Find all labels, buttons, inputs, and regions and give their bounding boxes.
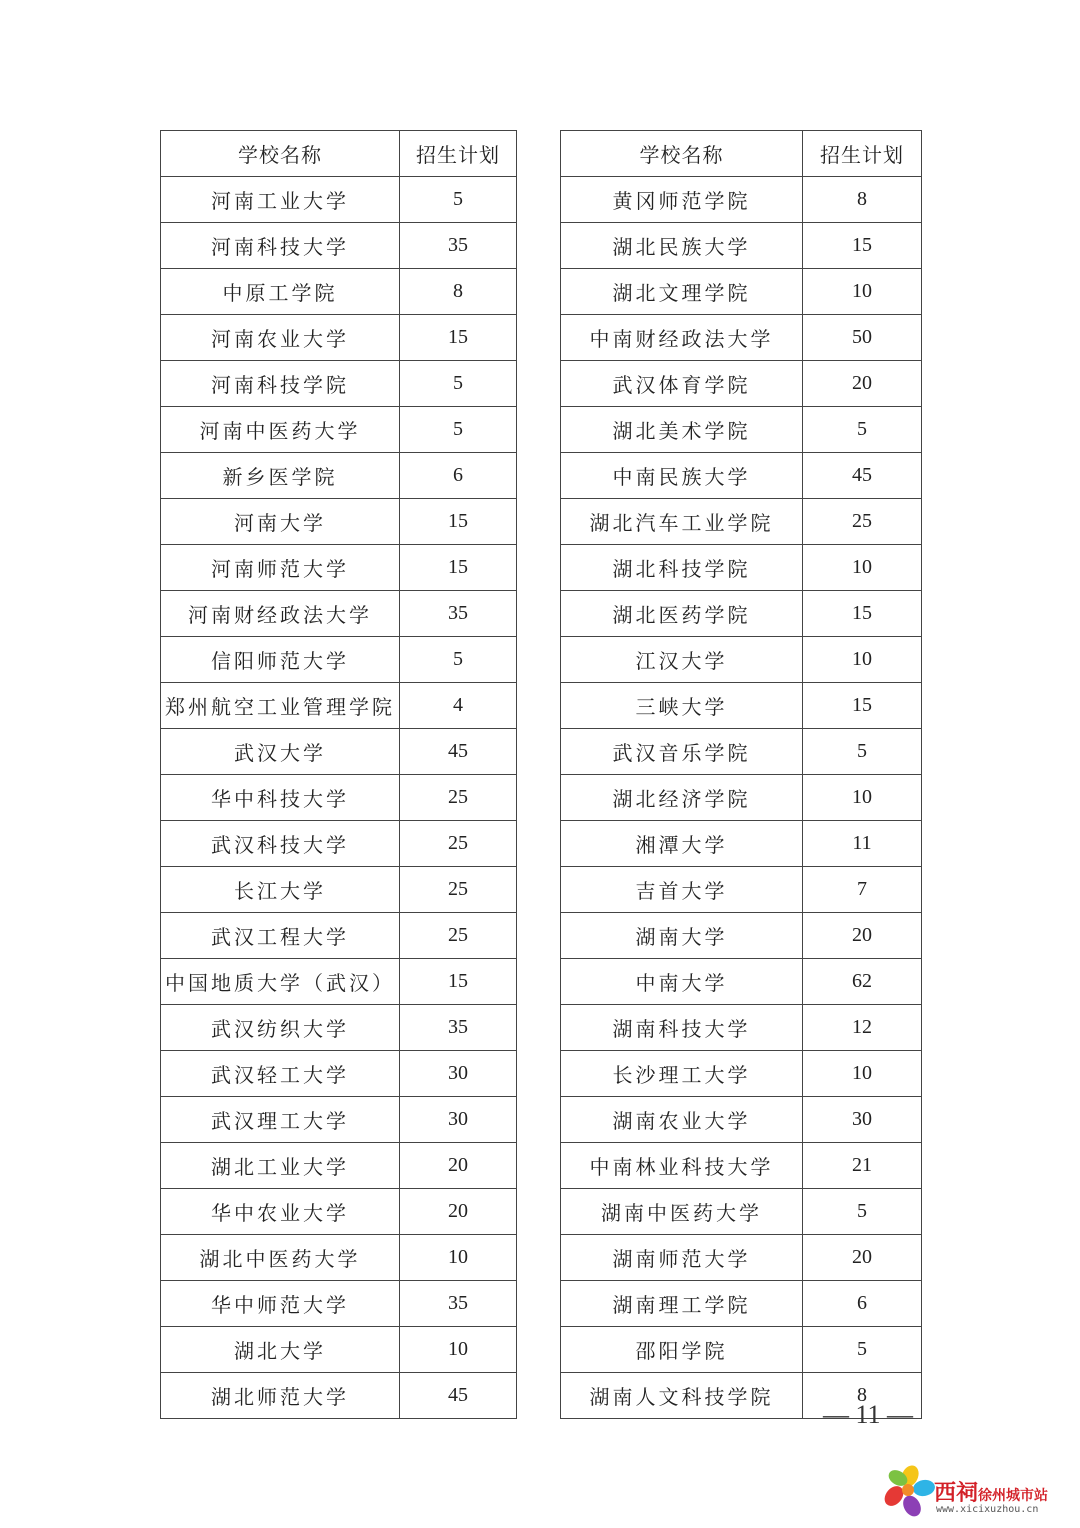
school-name-cell: 武汉科技大学 [161,821,400,867]
table-row [161,1143,517,1189]
table-row [561,1097,922,1143]
school-name-cell: 湖南中医药大学 [561,1189,803,1235]
school-name-cell: 湖南科技大学 [561,1005,803,1051]
school-name-cell: 河南工业大学 [161,177,400,223]
enrollment-count-cell: 10 [803,775,922,821]
enrollment-count-cell: 20 [803,361,922,407]
table-row [161,775,517,821]
school-name-cell: 中南财经政法大学 [561,315,803,361]
school-name-cell: 中原工学院 [161,269,400,315]
school-name-cell: 湖南理工学院 [561,1281,803,1327]
table-row [561,1281,922,1327]
enrollment-count-cell: 30 [803,1097,922,1143]
table-row [161,545,517,591]
table-row [161,683,517,729]
school-name-cell: 河南师范大学 [161,545,400,591]
table-row [561,407,922,453]
enrollment-count-cell: 35 [400,223,517,269]
school-name-cell: 湖南农业大学 [561,1097,803,1143]
school-name-cell: 湘潭大学 [561,821,803,867]
table-row [561,775,922,821]
school-name-cell: 黄冈师范学院 [561,177,803,223]
enrollment-count-cell: 5 [803,407,922,453]
enrollment-count-cell: 45 [803,453,922,499]
school-name-cell: 湖北民族大学 [561,223,803,269]
table-header-row [561,131,922,177]
table-row [561,453,922,499]
enrollment-count-cell: 6 [400,453,517,499]
school-name-cell: 郑州航空工业管理学院 [161,683,400,729]
enrollment-count-cell: 15 [400,315,517,361]
table-row [161,223,517,269]
enrollment-count-cell: 5 [803,1189,922,1235]
school-name-cell: 湖北美术学院 [561,407,803,453]
school-name-cell: 河南财经政法大学 [161,591,400,637]
enrollment-count-cell: 21 [803,1143,922,1189]
school-name-cell: 湖北中医药大学 [161,1235,400,1281]
enrollment-count-cell: 5 [400,407,517,453]
enrollment-count-cell: 10 [803,269,922,315]
table-row [561,545,922,591]
table-row [161,1097,517,1143]
school-name-cell: 湖北师范大学 [161,1373,400,1419]
school-name-cell: 河南科技学院 [161,361,400,407]
table-row [161,821,517,867]
table-row [161,177,517,223]
table-row [561,1189,922,1235]
enrollment-count-cell: 30 [400,1051,517,1097]
enrollment-table-left [160,130,517,1419]
page-number: — 11 — [822,1400,914,1429]
table-body [161,177,517,1419]
enrollment-count-cell: 10 [803,545,922,591]
school-name-cell: 华中农业大学 [161,1189,400,1235]
enrollment-count-cell: 5 [803,729,922,775]
school-name-cell: 武汉大学 [161,729,400,775]
table-row [561,729,922,775]
watermark-url: www.xicixuzhou.cn [936,1504,1039,1515]
school-name-cell: 长沙理工大学 [561,1051,803,1097]
enrollment-count-cell: 5 [400,637,517,683]
school-name-cell: 湖北工业大学 [161,1143,400,1189]
school-name-cell: 湖北科技学院 [561,545,803,591]
table-row [561,1143,922,1189]
table-row [161,913,517,959]
school-name-cell: 湖北医药学院 [561,591,803,637]
table-row [161,269,517,315]
enrollment-count-cell: 5 [803,1327,922,1373]
table-row [161,959,517,1005]
header-enrollment-plan: 招生计划 [400,131,517,177]
header-school-name: 学校名称 [161,131,400,177]
school-name-cell: 武汉纺织大学 [161,1005,400,1051]
school-name-cell: 武汉理工大学 [161,1097,400,1143]
table-row [561,867,922,913]
school-name-cell: 湖北经济学院 [561,775,803,821]
table-row [561,637,922,683]
enrollment-count-cell: 30 [400,1097,517,1143]
enrollment-count-cell: 5 [400,177,517,223]
table-row [161,1189,517,1235]
school-name-cell: 中国地质大学（武汉） [161,959,400,1005]
enrollment-count-cell: 8 [803,177,922,223]
enrollment-count-cell: 15 [400,545,517,591]
table-row [161,1373,517,1419]
table-row [161,591,517,637]
watermark-site-name: 徐州城市站 [978,1488,1049,1504]
enrollment-count-cell: 50 [803,315,922,361]
enrollment-count-cell: 10 [400,1235,517,1281]
enrollment-count-cell: 35 [400,1281,517,1327]
enrollment-count-cell: 15 [400,499,517,545]
enrollment-count-cell: 8 [803,1373,922,1419]
enrollment-count-cell: 10 [803,637,922,683]
school-name-cell: 吉首大学 [561,867,803,913]
school-name-cell: 新乡医学院 [161,453,400,499]
school-name-cell: 湖北文理学院 [561,269,803,315]
table-header-row [161,131,517,177]
enrollment-table-right [560,130,922,1419]
enrollment-count-cell: 20 [803,1235,922,1281]
table-row [161,1051,517,1097]
table-row [161,637,517,683]
table-row [161,867,517,913]
table-row [161,1327,517,1373]
school-name-cell: 信阳师范大学 [161,637,400,683]
school-name-cell: 中南民族大学 [561,453,803,499]
school-name-cell: 中南林业科技大学 [561,1143,803,1189]
table-row [161,453,517,499]
enrollment-count-cell: 7 [803,867,922,913]
school-name-cell: 河南科技大学 [161,223,400,269]
enrollment-count-cell: 4 [400,683,517,729]
table-row [161,407,517,453]
enrollment-count-cell: 25 [400,821,517,867]
table-row [561,1051,922,1097]
table-row [561,177,922,223]
table-row [161,1281,517,1327]
table-row [561,499,922,545]
enrollment-count-cell: 35 [400,1005,517,1051]
school-name-cell: 华中师范大学 [161,1281,400,1327]
school-name-cell: 武汉轻工大学 [161,1051,400,1097]
table-row [561,1005,922,1051]
enrollment-count-cell: 5 [400,361,517,407]
school-name-cell: 长江大学 [161,867,400,913]
table-row [561,1235,922,1281]
enrollment-count-cell: 25 [400,913,517,959]
school-name-cell: 湖南师范大学 [561,1235,803,1281]
enrollment-count-cell: 20 [803,913,922,959]
enrollment-count-cell: 15 [803,591,922,637]
table-body [561,177,922,1419]
school-name-cell: 湖北大学 [161,1327,400,1373]
enrollment-count-cell: 45 [400,729,517,775]
school-name-cell: 江汉大学 [561,637,803,683]
table-row [161,315,517,361]
enrollment-count-cell: 6 [803,1281,922,1327]
table-row [161,361,517,407]
enrollment-count-cell: 10 [400,1327,517,1373]
watermark-title [934,1476,1048,1507]
school-name-cell: 河南农业大学 [161,315,400,361]
header-enrollment-plan: 招生计划 [803,131,922,177]
school-name-cell: 武汉音乐学院 [561,729,803,775]
enrollment-count-cell: 10 [803,1051,922,1097]
table-row [561,315,922,361]
table-row [561,959,922,1005]
school-name-cell: 湖南大学 [561,913,803,959]
school-name-cell: 武汉工程大学 [161,913,400,959]
enrollment-count-cell: 11 [803,821,922,867]
table-row [161,499,517,545]
site-watermark [880,1462,1075,1522]
enrollment-count-cell: 35 [400,591,517,637]
pinwheel-logo-icon [880,1462,936,1522]
table-row [161,729,517,775]
enrollment-count-cell: 15 [400,959,517,1005]
table-row [561,269,922,315]
enrollment-count-cell: 45 [400,1373,517,1419]
enrollment-count-cell: 8 [400,269,517,315]
table-row [161,1005,517,1051]
enrollment-count-cell: 25 [400,775,517,821]
enrollment-count-cell: 15 [803,683,922,729]
table-row [561,591,922,637]
enrollment-count-cell: 20 [400,1189,517,1235]
school-name-cell: 邵阳学院 [561,1327,803,1373]
enrollment-count-cell: 15 [803,223,922,269]
watermark-logo-text: 西祠 [934,1481,979,1506]
school-name-cell: 湖北汽车工业学院 [561,499,803,545]
table-row [561,683,922,729]
enrollment-count-cell: 62 [803,959,922,1005]
table-row [161,1235,517,1281]
school-name-cell: 三峡大学 [561,683,803,729]
table-row [561,913,922,959]
school-name-cell: 华中科技大学 [161,775,400,821]
school-name-cell: 中南大学 [561,959,803,1005]
enrollment-count-cell: 20 [400,1143,517,1189]
table-row [561,361,922,407]
school-name-cell: 湖南人文科技学院 [561,1373,803,1419]
table-row [561,223,922,269]
school-name-cell: 河南大学 [161,499,400,545]
school-name-cell: 河南中医药大学 [161,407,400,453]
enrollment-count-cell: 25 [400,867,517,913]
table-row [561,1327,922,1373]
enrollment-count-cell: 12 [803,1005,922,1051]
table-row [561,821,922,867]
header-school-name: 学校名称 [561,131,803,177]
enrollment-count-cell: 25 [803,499,922,545]
school-name-cell: 武汉体育学院 [561,361,803,407]
